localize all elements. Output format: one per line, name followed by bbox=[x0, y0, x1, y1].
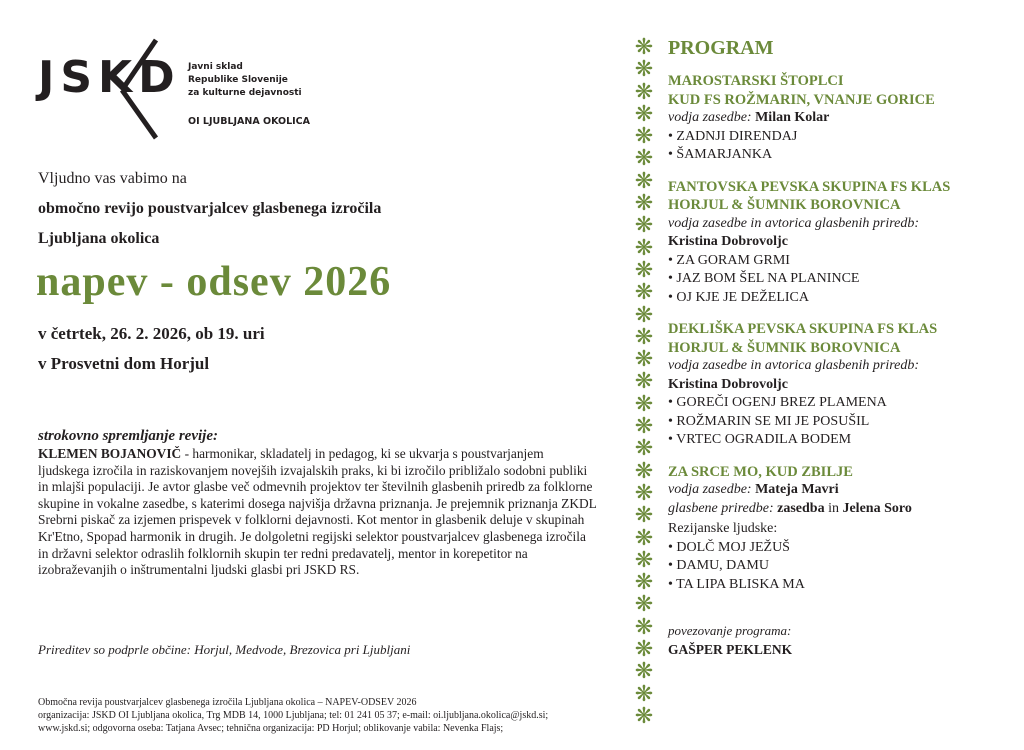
folk-ornament-icon: ❋ bbox=[634, 190, 654, 216]
role: vodja zasedbe: bbox=[668, 110, 752, 125]
section-title: MAROSTARSKI ŠTOPLCI bbox=[668, 73, 844, 89]
folk-ornament-icon: ❋ bbox=[634, 636, 654, 662]
folk-ornament-icon: ❋ bbox=[634, 680, 654, 706]
mc-label: povezovanje programa: bbox=[668, 623, 792, 638]
expert-bio bbox=[38, 446, 598, 579]
expert-name: KLEMEN BOJANOVIČ bbox=[38, 446, 182, 461]
folk-ornament-icon: ❋ bbox=[634, 613, 654, 639]
intro-region: Ljubljana okolica bbox=[38, 230, 160, 247]
folk-ornament-icon: ❋ bbox=[634, 546, 654, 572]
song: • ZADNJI DIRENDAJ bbox=[668, 128, 1018, 147]
song: • VRTEC OGRADILA BODEM bbox=[668, 431, 1018, 450]
song: • DAMU, DAMU bbox=[668, 557, 1018, 576]
person: Jelena Soro bbox=[842, 500, 912, 516]
song: • JAZ BOM ŠEL NA PLANINCE bbox=[668, 270, 1018, 289]
folk-ornament-icon: ❋ bbox=[634, 256, 654, 282]
footer-line: www.jskd.si; odgovorna oseba: Tatjana Avsec; tehnična organizacija: PD Horjul; oblikovanje vabila: Nevenka Flajs; bbox=[38, 723, 504, 734]
section-title: KUD FS ROŽMARIN, VNANJE GORICE bbox=[668, 91, 935, 108]
event-title: napev - odsev 2026 bbox=[36, 259, 392, 305]
section-title: DEKLIŠKA PEVSKA SKUPINA FS KLAS bbox=[668, 321, 938, 337]
footer-line: Območna revija poustvarjalcev glasbenega izročila Ljubljana okolica – NAPEV-ODSEV 2026 bbox=[38, 697, 417, 708]
mc-name: GAŠPER PEKLENK bbox=[668, 641, 793, 657]
person: Milan Kolar bbox=[755, 110, 830, 125]
song: • ZA GORAM GRMI bbox=[668, 252, 1018, 271]
program-heading: PROGRAM bbox=[668, 37, 774, 59]
conjunction: in bbox=[828, 500, 839, 516]
folk-ornament-icon: ❋ bbox=[634, 100, 654, 126]
folk-ornament-icon: ❋ bbox=[634, 591, 654, 617]
folk-ornament-icon: ❋ bbox=[634, 368, 654, 394]
intro-line: Vljudno vas vabimo na bbox=[38, 170, 187, 187]
folk-ornament-icon: ❋ bbox=[634, 56, 654, 82]
song: • DOLČ MOJ JEŽUŠ bbox=[668, 539, 1018, 558]
folk-ornament-icon: ❋ bbox=[634, 123, 654, 149]
folk-ornament-icon: ❋ bbox=[634, 301, 654, 327]
folk-ornament-icon: ❋ bbox=[634, 34, 654, 59]
folk-ornament-icon: ❋ bbox=[634, 658, 654, 684]
role: vodja zasedbe: bbox=[668, 482, 752, 497]
footer bbox=[38, 696, 548, 735]
intro-event: območno revijo poustvarjalcev glasbenega izročila bbox=[38, 200, 382, 217]
logo-k-stroke bbox=[108, 38, 178, 142]
person: Kristina Dobrovoljc bbox=[668, 234, 788, 249]
role: vodja zasedbe in avtorica glasbenih priredb: bbox=[668, 215, 920, 231]
expert-text: - harmonikar, skladatelj in pedagog, ki se ukvarja s poustvarjanjem ljudskega izročila in raziskovanjem novejših izvajalskih praks, ki bi izročilo približalo sodobni publiki in mlajši populaciji. Je avtor glasbe več odmevnih projektov ter številnih glasbenih priredb za folklorne skupine in vokalne zasedbe, s katerimi dosega najvišja državna priznanja. Je prejemnik priznanja ZKDL Srebrni piskač za izjemen prispevek v folklorni dejavnosti. Kot mentor in glasbenik deluje v skupinah Kr'Etno, Spopad harmonik in drugih. Je dolgoletni regijski selektor poustvarjalcev glasbenega izročila in državni selektor odraslih folklornih skupin ter redni predavatelj, mentor in korepetitor na izobraževanjih o inštrumentalni ljudski glasbi pri JSKD RS. bbox=[38, 446, 597, 578]
folk-ornament-icon: ❋ bbox=[634, 457, 654, 483]
person: Mateja Mavri bbox=[755, 482, 839, 497]
program bbox=[668, 36, 1018, 659]
folk-ornament-icon: ❋ bbox=[634, 212, 654, 238]
program-section bbox=[668, 463, 1018, 595]
person: zasedba bbox=[777, 500, 825, 516]
logo-line: Republike Slovenije bbox=[188, 75, 288, 85]
folk-ornament-icon: ❋ bbox=[634, 569, 654, 595]
program-section bbox=[668, 178, 1018, 308]
folk-ornament-icon: ❋ bbox=[634, 167, 654, 193]
folk-ornament-icon: ❋ bbox=[634, 702, 654, 728]
folk-ornament-icon: ❋ bbox=[634, 524, 654, 550]
logo-line: Javni sklad bbox=[188, 62, 243, 72]
logo-jskd: JSKD bbox=[38, 52, 181, 103]
event-date: v četrtek, 26. 2. 2026, ob 19. uri bbox=[38, 324, 265, 343]
folk-ornament-icon: ❋ bbox=[634, 234, 654, 260]
folk-ornament-icon: ❋ bbox=[634, 435, 654, 461]
logo-text bbox=[188, 61, 302, 100]
section-title: HORJUL & ŠUMNIK BOROVNICA bbox=[668, 197, 901, 213]
person: Kristina Dobrovoljc bbox=[668, 376, 788, 392]
section-title: HORJUL & ŠUMNIK BOROVNICA bbox=[668, 339, 901, 356]
song: • GOREČI OGENJ BREZ PLAMENA bbox=[668, 394, 1018, 413]
folk-ornament-icon: ❋ bbox=[634, 145, 654, 171]
support-note: Prireditev so podprle občine: Horjul, Medvode, Brezovica pri Ljubljani bbox=[38, 642, 411, 657]
role: glasbene priredbe: bbox=[668, 500, 774, 516]
folk-ornament-icon: ❋ bbox=[634, 390, 654, 416]
section-title: FANTOVSKA PEVSKA SKUPINA FS KLAS bbox=[668, 178, 951, 195]
folk-ornament-icon: ❋ bbox=[634, 346, 654, 372]
folk-ornament-icon: ❋ bbox=[634, 279, 654, 305]
role: vodja zasedbe in avtorica glasbenih priredb: bbox=[668, 358, 920, 373]
folk-ornament-icon: ❋ bbox=[634, 413, 654, 439]
ornament-column bbox=[630, 36, 658, 727]
section-title: ZA SRCE MO, KUD ZBILJE bbox=[668, 463, 853, 480]
logo-line: za kulturne dejavnosti bbox=[188, 88, 302, 98]
logo-unit: OI LJUBLJANA OKOLICA bbox=[188, 116, 311, 127]
subheading: Rezijanske ljudske: bbox=[668, 521, 778, 536]
song: • TA LIPA BLISKA MA bbox=[668, 576, 1018, 595]
folk-ornament-icon: ❋ bbox=[634, 78, 654, 104]
song: • OJ KJE JE DEŽELICA bbox=[668, 289, 1018, 308]
event-place: v Prosvetni dom Horjul bbox=[38, 354, 210, 373]
folk-ornament-icon: ❋ bbox=[634, 479, 654, 505]
expert-label: strokovno spremljanje revije: bbox=[38, 428, 218, 444]
song: • ROŽMARIN SE MI JE POSUŠIL bbox=[668, 413, 1018, 432]
song: • ŠAMARJANKA bbox=[668, 146, 1018, 165]
folk-ornament-icon: ❋ bbox=[634, 323, 654, 349]
footer-line: organizacija: JSKD OI Ljubljana okolica, Trg MDB 14, 1000 Ljubljana; tel: 01 241 05 37; e-mail: oi.ljubljana.okolica@jskd.si; bbox=[38, 710, 549, 721]
program-section bbox=[668, 320, 1018, 450]
program-section bbox=[668, 72, 1018, 165]
folk-ornament-icon: ❋ bbox=[634, 502, 654, 528]
